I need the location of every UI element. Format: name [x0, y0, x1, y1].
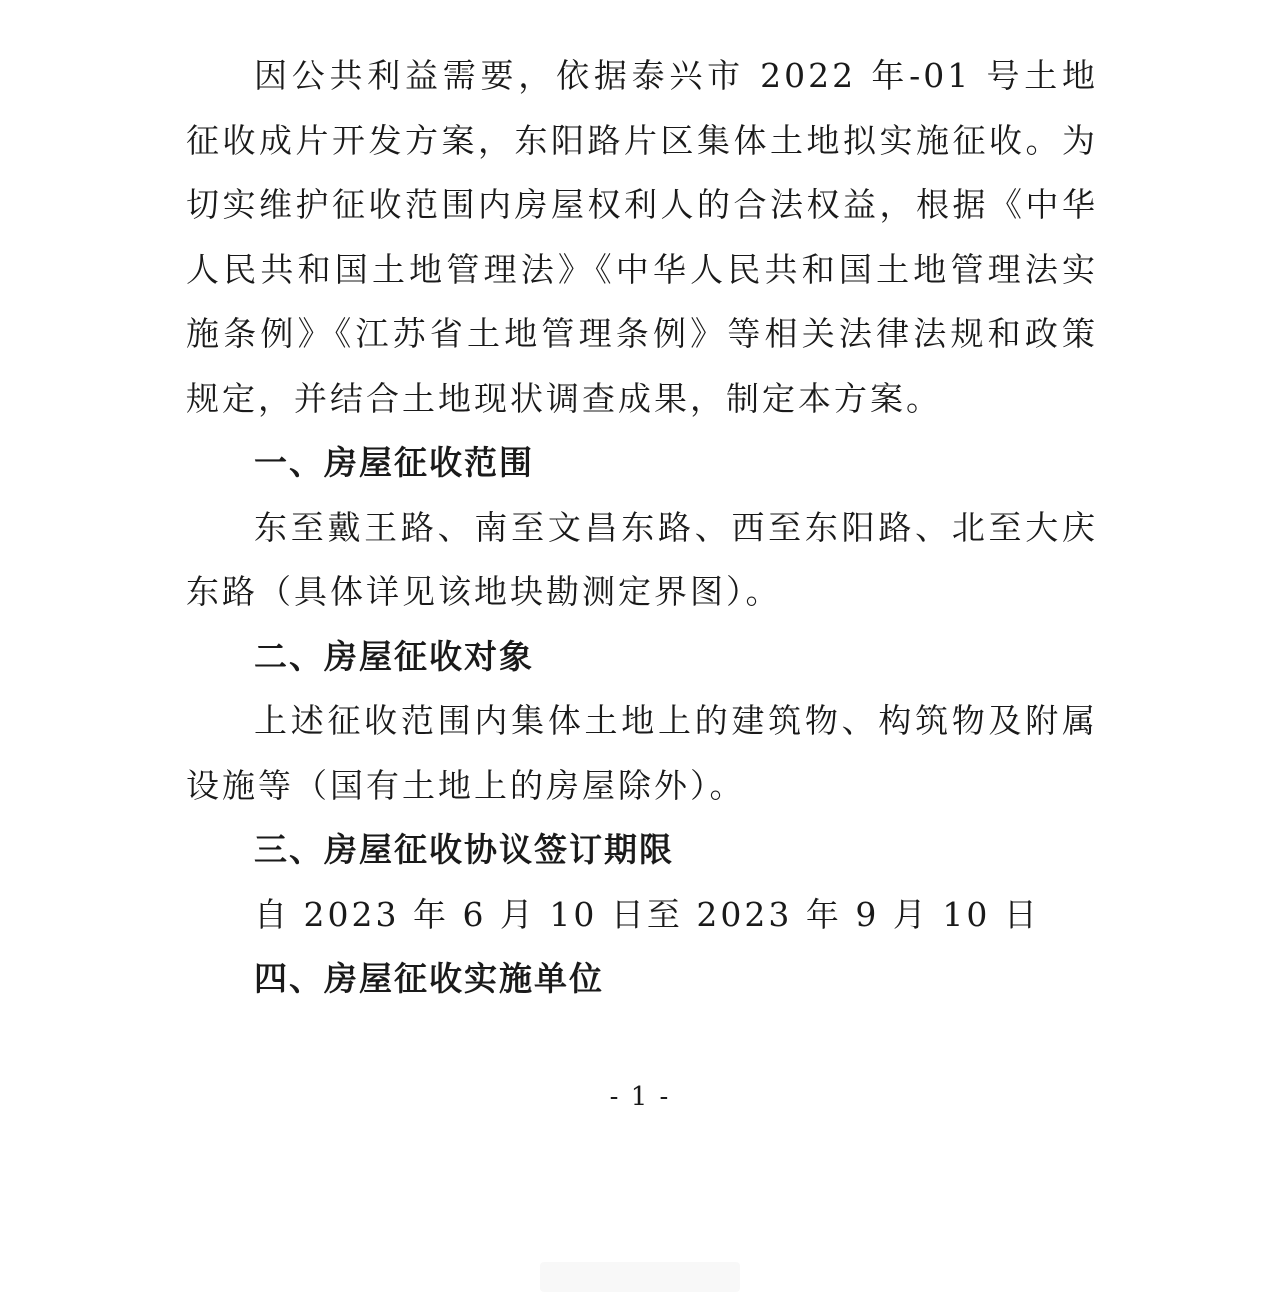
- section-1-body: 东至戴王路、南至文昌东路、西至东阳路、北至大庆东路（具体详见该地块勘测定界图）。: [186, 507, 1098, 611]
- section-3-body: 自 2023 年 6 月 10 日至 2023 年 9 月 10 日: [254, 894, 1040, 934]
- faint-watermark: [540, 1262, 740, 1292]
- document-body: [186, 44, 1098, 1012]
- section-4-heading: 四、房屋征收实施单位: [254, 959, 604, 998]
- intro-paragraph: 因公共利益需要，依据泰兴市 2022 年-01 号土地征收成片开发方案，东阳路片区集体土地拟实施征收。为切实维护征收范围内房屋权利人的合法权益，根据《中华人民共和国土地管理法》《中华人民共和国土地管理法实施条例》《江苏省土地管理条例》等相关法律法规和政策规定，并结合土地现状调查成果，制定本方案。: [186, 56, 1098, 418]
- section-1-heading: 一、房屋征收范围: [254, 443, 534, 482]
- section-3-heading: 三、房屋征收协议签订期限: [254, 830, 674, 869]
- section-2-heading: 二、房屋征收对象: [254, 636, 534, 676]
- page-number: - 1 -: [609, 1082, 671, 1112]
- section-2-body: 上述征收范围内集体土地上的建筑物、构筑物及附属设施等（国有土地上的房屋除外）。: [186, 701, 1098, 805]
